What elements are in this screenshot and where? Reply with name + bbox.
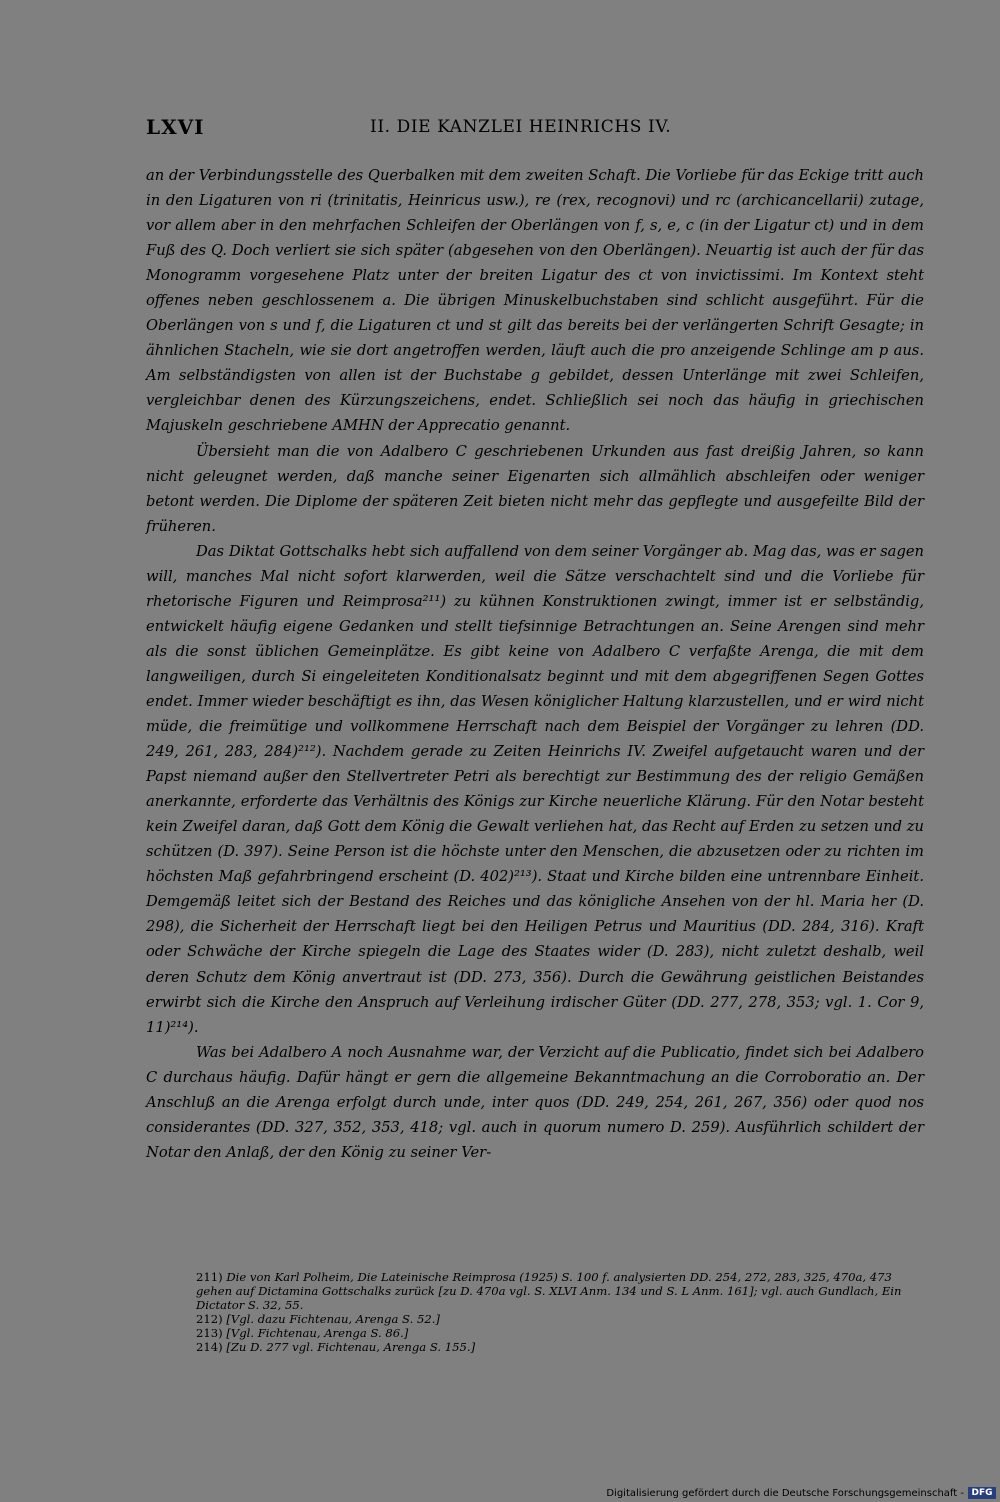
paragraph: an der Verbindungsstelle des Querbalken mit dem zweiten Schaft. Die Vorliebe für das Eckige tritt auch in den Ligaturen von ri (trinitatis, Heinricus usw.), re (rex, recognovi) und rc (archicancellarii) zutage, vor allem aber in den mehrfachen Schleifen der Oberlängen von f, s, e, c (in der Ligatur ct) und in dem Fuß des Q. Doch verliert sie sich später (abgesehen von den Oberlängen). Neuartig ist auch der für das Monogramm vorgesehene Platz unter der breiten Ligatur des ct von invictissimi. Im Kontext steht offenes neben geschlossenem a. Die übrigen Minuskelbuchstaben sind schlicht ausgeführt. Für die Oberlängen von s und f, die Ligaturen ct und st gilt das bereits bei der verlängerten Schrift Gesagte; in ähnlichen Stacheln, wie sie dort angetroffen werden, läuft auch die pro anzeigende Schlinge am p aus. Am selbständigsten von allen ist der Buchstabe g gebildet, dessen Unterlänge mit zwei Schleifen, vergleichbar denen des Kürzungszeichens, endet. Schließlich sei noch das häufig in griechischen Majuskeln geschriebene AMHN der Apprecatio genannt. (146, 167, 924, 435)
footnote (196, 1326, 926, 1340)
paragraph: Was bei Adalbero A noch Ausnahme war, der Verzicht auf die Publicatio, findet sich bei Adalbero C durchaus häufig. Dafür hängt er gern die allgemeine Bekanntmachung an die Corroboratio an. Der Anschluß an die Arenga erfolgt durch unde, inter quos (DD. 249, 254, 261, 267, 356) oder quod nos considerantes (DD. 327, 352, 353, 418; vgl. auch in quorum numero D. 259). Ausführlich schildert der Notar den Anlaß, der den König zu seiner Ver- (146, 1043, 924, 1161)
footnotes (196, 1270, 926, 1354)
running-head (146, 115, 924, 145)
chapter-title: II. DIE KANZLEI HEINRICHS IV. (370, 117, 672, 137)
footnote-number: 211) (196, 1270, 223, 1284)
footnote-number: 213) (196, 1326, 223, 1340)
body-text (146, 163, 924, 1165)
footnote-text: [Zu D. 277 vgl. Fichtenau, Arenga S. 155.] (226, 1340, 476, 1354)
dfg-logo: DFG (968, 1487, 996, 1499)
paragraph: Übersieht man die von Adalbero C geschriebenen Urkunden aus fast dreißig Jahren, so kann nicht geleugnet werden, daß manche seiner Eigenarten sich allmählich abschleifen oder weniger betont werden. Die Diplome der späteren Zeit bieten nicht mehr das gepflegte und ausgefeilte Bild der früheren. (146, 442, 924, 535)
paragraph: Das Diktat Gottschalks hebt sich auffallend von dem seiner Vorgänger ab. Mag das, was er sagen will, manches Mal nicht sofort klarwerden, weil die Sätze verschachtelt sind und die Vorliebe für rhetorische Figuren und Reimprosa²¹¹) zu kühnen Konstruktionen zwingt, immer ist er selbständig, entwickelt häufig eigene Gedanken und stellt tiefsinnige Betrachtungen an. Seine Arengen sind mehr als die sonst üblichen Gemeinplätze. Es gibt keine von Adalbero C verfaßte Arenga, die mit dem langweiligen, durch Si eingeleiteten Konditionalsatz beginnt und mit dem abgegriffenen Segen Gottes endet. Immer wieder beschäftigt es ihn, das Wesen königlicher Haltung klarzustellen, und er wird nicht müde, die freimütige und vollkommene Herrschaft nach dem Beispiel der Vorgänger zu lehren (DD. 249, 261, 283, 284)²¹²). Nachdem gerade zu Zeiten Heinrichs IV. Zweifel aufgetaucht waren und der Papst niemand außer den Stellvertreter Petri als berechtigt zur Bestimmung des der religio Gemäßen anerkannte, erforderte das Verhältnis des Königs zur Kirche neuerliche Klärung. Für den Notar besteht kein Zweifel daran, daß Gott dem König die Gewalt verliehen hat, das Recht auf Erden zu setzen und zu schützen (D. 397). Seine Person ist die höchste unter den Menschen, die abzusetzen oder zu richten im höchsten Maß gefahrbringend erscheint (D. 402)²¹³). Staat und Kirche bilden eine untrennbare Einheit. Demgemäß leitet sich der Bestand des Reiches und das königliche Ansehen von der hl. Maria her (D. 298), die Sicherheit der Herrschaft liegt bei den Heiligen Petrus und Mauritius (DD. 284, 316). Kraft oder Schwäche der Kirche spiegeln die Lage des Staates wider (D. 283), nicht zuletzt deshalb, weil deren Schutz dem König anvertraut ist (DD. 273, 356). Durch die Gewährung geistlichen Beistandes erwirbt sich die Kirche den Anspruch auf Verleihung irdischer Güter (DD. 277, 278, 353; vgl. 1. Cor 9, 11)²¹⁴). (146, 542, 924, 1036)
footnote-number: 214) (196, 1340, 223, 1354)
footnote-text: [Vgl. Fichtenau, Arenga S. 86.] (226, 1326, 409, 1340)
footnote-text: Die von Karl Polheim, Die Lateinische Reimprosa (1925) S. 100 f. analysierten DD. 254, 272, 283, 325, 470a, 473 gehen auf Dictamina Gottschalks zurück [zu D. 470a vgl. S. XLVI Anm. 134 und S. L Anm. 161]; vgl. auch Gundlach, Ein Dictator S. 32, 55. (196, 1270, 902, 1312)
footnote (196, 1270, 926, 1312)
footnote-text: [Vgl. dazu Fichtenau, Arenga S. 52.] (226, 1312, 440, 1326)
footnote (196, 1312, 926, 1326)
page-number: LXVI (146, 115, 205, 139)
footnote (196, 1340, 926, 1354)
funding-credit: Digitalisierung gefördert durch die Deutsche Forschungsgemeinschaft - (606, 1488, 964, 1499)
footnote-number: 212) (196, 1312, 223, 1326)
